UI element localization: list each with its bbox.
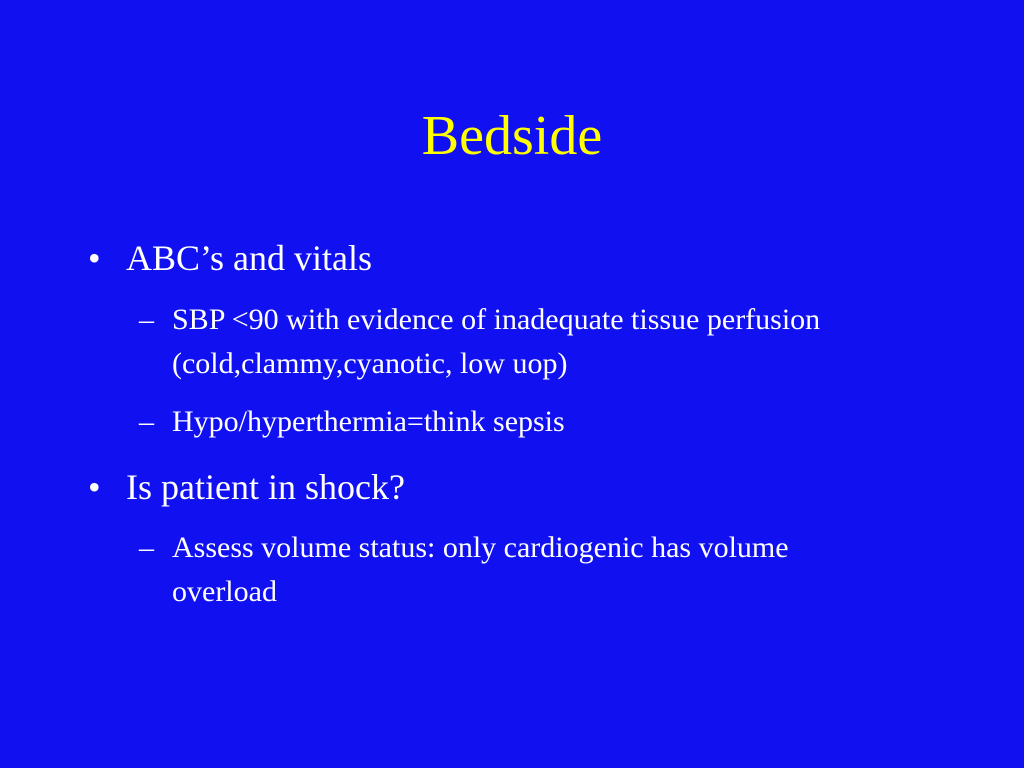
bullet-text: ABC’s and vitals [126,238,373,278]
sub-bullet-item [139,526,899,618]
sub-bullet-item [139,400,899,446]
sub-bullet-marker: – [139,531,154,564]
sub-bullet-marker: – [139,405,154,438]
bullet-text: Is patient in shock? [126,467,405,507]
sub-bullet-text: Hypo/hyperthermia=think sepsis [172,405,565,438]
bullet-marker: • [88,238,101,278]
slide-title: Bedside [421,105,603,167]
bullet-marker: • [88,467,101,507]
sub-bullet-text: Assess volume status: only cardiogenic has volume overload [172,531,789,608]
sub-bullet-marker: – [139,303,154,336]
sub-bullet-item [139,298,899,390]
sub-bullet-text: SBP <90 with evidence of inadequate tissue perfusion (cold,clammy,cyanotic, low uop) [172,303,821,380]
